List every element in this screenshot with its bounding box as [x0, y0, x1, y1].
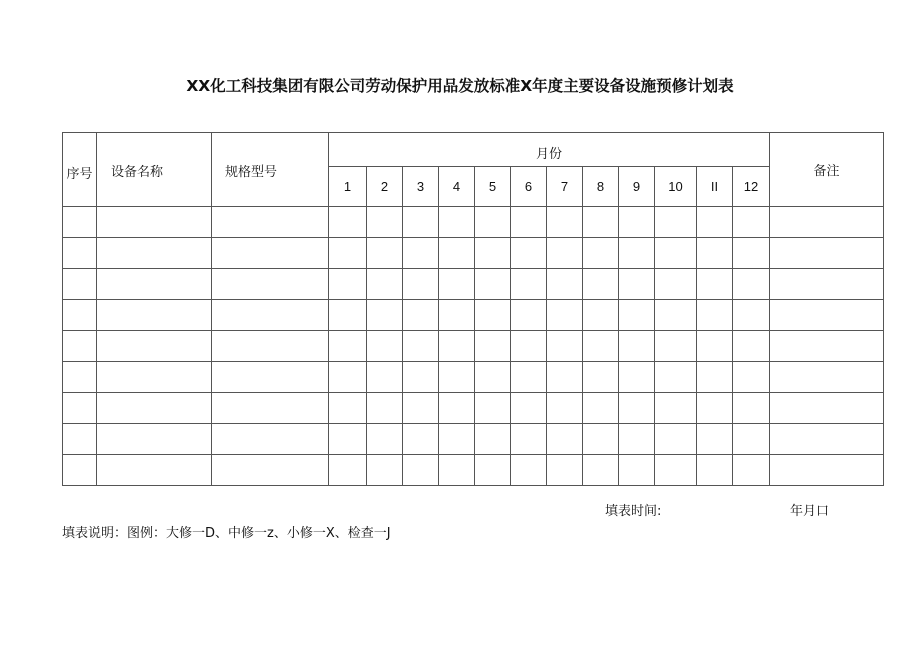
table-cell[interactable]	[439, 455, 475, 486]
table-cell[interactable]	[63, 424, 97, 455]
table-cell[interactable]	[97, 238, 212, 269]
table-cell[interactable]	[403, 424, 439, 455]
table-cell[interactable]	[547, 269, 583, 300]
table-cell[interactable]	[97, 393, 212, 424]
table-cell[interactable]	[212, 300, 329, 331]
table-cell[interactable]	[97, 207, 212, 238]
month-header-cell: 12	[733, 167, 770, 207]
table-row	[63, 393, 884, 424]
table-row	[63, 362, 884, 393]
table-cell[interactable]	[367, 207, 403, 238]
table-cell[interactable]	[619, 455, 655, 486]
table-cell[interactable]	[655, 393, 697, 424]
table-row	[63, 207, 884, 238]
month-header-cell: 10	[655, 167, 697, 207]
table-cell[interactable]	[329, 393, 367, 424]
header-spec-model: 规格型号	[212, 133, 329, 207]
table-cell[interactable]	[547, 238, 583, 269]
table-cell[interactable]	[403, 300, 439, 331]
table-cell[interactable]	[475, 424, 511, 455]
table-cell[interactable]	[733, 331, 770, 362]
table-cell[interactable]	[547, 300, 583, 331]
table-cell[interactable]	[547, 207, 583, 238]
table-cell[interactable]	[212, 269, 329, 300]
table-cell[interactable]	[697, 331, 733, 362]
table-cell[interactable]	[97, 424, 212, 455]
table-cell[interactable]	[329, 331, 367, 362]
table-cell[interactable]	[619, 424, 655, 455]
table-cell[interactable]	[403, 455, 439, 486]
header-remarks: 备注	[770, 133, 884, 207]
table-cell[interactable]	[619, 331, 655, 362]
table-cell[interactable]	[212, 362, 329, 393]
table-cell[interactable]	[403, 207, 439, 238]
table-cell[interactable]	[697, 424, 733, 455]
table-cell[interactable]	[475, 269, 511, 300]
table-cell[interactable]	[212, 331, 329, 362]
month-header-cell: 8	[583, 167, 619, 207]
table-cell[interactable]	[619, 207, 655, 238]
table-cell[interactable]	[697, 455, 733, 486]
maintenance-plan-table	[62, 132, 884, 486]
table-cell[interactable]	[770, 238, 884, 269]
table-cell[interactable]	[329, 269, 367, 300]
table-cell[interactable]	[63, 207, 97, 238]
table-cell[interactable]	[439, 300, 475, 331]
table-cell[interactable]	[583, 269, 619, 300]
table-cell[interactable]	[547, 424, 583, 455]
table-cell[interactable]	[403, 393, 439, 424]
table-cell[interactable]	[63, 269, 97, 300]
table-cell[interactable]	[367, 331, 403, 362]
table-cell[interactable]	[475, 455, 511, 486]
table-cell[interactable]	[367, 269, 403, 300]
table-cell[interactable]	[733, 424, 770, 455]
header-equipment-name: 设备名称	[97, 133, 212, 207]
table-cell[interactable]	[439, 393, 475, 424]
page-title: XX化工科技集团有限公司劳动保护用品发放标准X年度主要设备设施预修计划表	[186, 77, 734, 95]
table-cell[interactable]	[619, 269, 655, 300]
table-cell[interactable]	[733, 207, 770, 238]
table-cell[interactable]	[511, 424, 547, 455]
table-cell[interactable]	[212, 207, 329, 238]
table-cell[interactable]	[475, 393, 511, 424]
table-cell[interactable]	[63, 238, 97, 269]
table-cell[interactable]	[367, 238, 403, 269]
table-cell[interactable]	[770, 207, 884, 238]
table-cell[interactable]	[511, 269, 547, 300]
table-cell[interactable]	[367, 455, 403, 486]
table-cell[interactable]	[619, 362, 655, 393]
table-cell[interactable]	[439, 207, 475, 238]
table-cell[interactable]	[655, 269, 697, 300]
table-cell[interactable]	[63, 300, 97, 331]
table-cell[interactable]	[511, 393, 547, 424]
table-cell[interactable]	[403, 269, 439, 300]
table-cell[interactable]	[439, 362, 475, 393]
table-cell[interactable]	[63, 362, 97, 393]
table-cell[interactable]	[439, 424, 475, 455]
table-cell[interactable]	[770, 331, 884, 362]
table-cell[interactable]	[770, 424, 884, 455]
table-cell[interactable]	[475, 300, 511, 331]
table-cell[interactable]	[770, 362, 884, 393]
table-cell[interactable]	[97, 269, 212, 300]
table-cell[interactable]	[511, 362, 547, 393]
table-cell[interactable]	[329, 362, 367, 393]
table-cell[interactable]	[97, 362, 212, 393]
table-cell[interactable]	[583, 393, 619, 424]
table-cell[interactable]	[655, 362, 697, 393]
fill-date-placeholder: 年月口	[790, 504, 830, 519]
table-cell[interactable]	[583, 362, 619, 393]
table-cell[interactable]	[655, 455, 697, 486]
header-month: 月份	[329, 133, 770, 167]
table-cell[interactable]	[733, 455, 770, 486]
table-cell[interactable]	[583, 300, 619, 331]
fill-time-label: 填表时间:	[605, 504, 662, 519]
table-cell[interactable]	[329, 455, 367, 486]
table-cell[interactable]	[697, 207, 733, 238]
table-cell[interactable]	[655, 424, 697, 455]
table-row	[63, 300, 884, 331]
table-cell[interactable]	[547, 362, 583, 393]
table-cell[interactable]	[619, 300, 655, 331]
table-cell[interactable]	[733, 362, 770, 393]
table-cell[interactable]	[655, 238, 697, 269]
table-cell[interactable]	[697, 362, 733, 393]
table-cell[interactable]	[547, 455, 583, 486]
table-cell[interactable]	[212, 455, 329, 486]
table-cell[interactable]	[770, 300, 884, 331]
table-cell[interactable]	[403, 331, 439, 362]
table-cell[interactable]	[475, 238, 511, 269]
table-cell[interactable]	[697, 300, 733, 331]
table-cell[interactable]	[329, 300, 367, 331]
table-cell[interactable]	[97, 331, 212, 362]
table-cell[interactable]	[329, 424, 367, 455]
table-cell[interactable]	[97, 455, 212, 486]
table-cell[interactable]	[63, 331, 97, 362]
table-cell[interactable]	[619, 238, 655, 269]
table-cell[interactable]	[733, 238, 770, 269]
table-cell[interactable]	[697, 238, 733, 269]
table-cell[interactable]	[329, 207, 367, 238]
table-cell[interactable]	[733, 269, 770, 300]
table-cell[interactable]	[403, 238, 439, 269]
month-header-cell: 1	[329, 167, 367, 207]
table-cell[interactable]	[439, 238, 475, 269]
month-header-cell: 9	[619, 167, 655, 207]
table-cell[interactable]	[733, 300, 770, 331]
table-cell[interactable]	[63, 393, 97, 424]
table-row	[63, 238, 884, 269]
table-cell[interactable]	[475, 331, 511, 362]
table-cell[interactable]	[655, 207, 697, 238]
table-cell[interactable]	[511, 300, 547, 331]
table-cell[interactable]	[583, 455, 619, 486]
month-header-cell: 5	[475, 167, 511, 207]
table-cell[interactable]	[329, 238, 367, 269]
table-cell[interactable]	[63, 455, 97, 486]
table-row	[63, 455, 884, 486]
table-cell[interactable]	[97, 300, 212, 331]
table-cell[interactable]	[583, 424, 619, 455]
table-cell[interactable]	[439, 331, 475, 362]
table-cell[interactable]	[583, 238, 619, 269]
table-cell[interactable]	[770, 393, 884, 424]
legend-note: 填表说明：图例：大修一D、中修一z、小修一X、检查一J	[62, 526, 391, 541]
table-cell[interactable]	[770, 455, 884, 486]
month-header-cell: 7	[547, 167, 583, 207]
table-cell[interactable]	[475, 207, 511, 238]
table-cell[interactable]	[619, 393, 655, 424]
table-cell[interactable]	[733, 393, 770, 424]
table-cell[interactable]	[583, 207, 619, 238]
table-cell[interactable]	[367, 300, 403, 331]
month-header-cell: 2	[367, 167, 403, 207]
table-row	[63, 269, 884, 300]
table-cell[interactable]	[770, 269, 884, 300]
table-cell[interactable]	[655, 300, 697, 331]
table-row	[63, 424, 884, 455]
table-cell[interactable]	[511, 331, 547, 362]
table-cell[interactable]	[511, 207, 547, 238]
table-cell[interactable]	[511, 455, 547, 486]
table-cell[interactable]	[403, 362, 439, 393]
month-header-cell: II	[697, 167, 733, 207]
table-cell[interactable]	[547, 331, 583, 362]
table-cell[interactable]	[212, 238, 329, 269]
table-cell[interactable]	[212, 424, 329, 455]
table-cell[interactable]	[583, 331, 619, 362]
table-cell[interactable]	[655, 331, 697, 362]
table-row	[63, 331, 884, 362]
table-cell[interactable]	[511, 238, 547, 269]
table-cell[interactable]	[367, 362, 403, 393]
month-header-cell: 6	[511, 167, 547, 207]
month-header-cell: 4	[439, 167, 475, 207]
table-cell[interactable]	[367, 393, 403, 424]
table-cell[interactable]	[697, 393, 733, 424]
table-cell[interactable]	[212, 393, 329, 424]
table-cell[interactable]	[475, 362, 511, 393]
table-cell[interactable]	[547, 393, 583, 424]
header-seq: 序号	[63, 133, 97, 207]
table-cell[interactable]	[367, 424, 403, 455]
table-cell[interactable]	[697, 269, 733, 300]
month-header-cell: 3	[403, 167, 439, 207]
table-cell[interactable]	[439, 269, 475, 300]
